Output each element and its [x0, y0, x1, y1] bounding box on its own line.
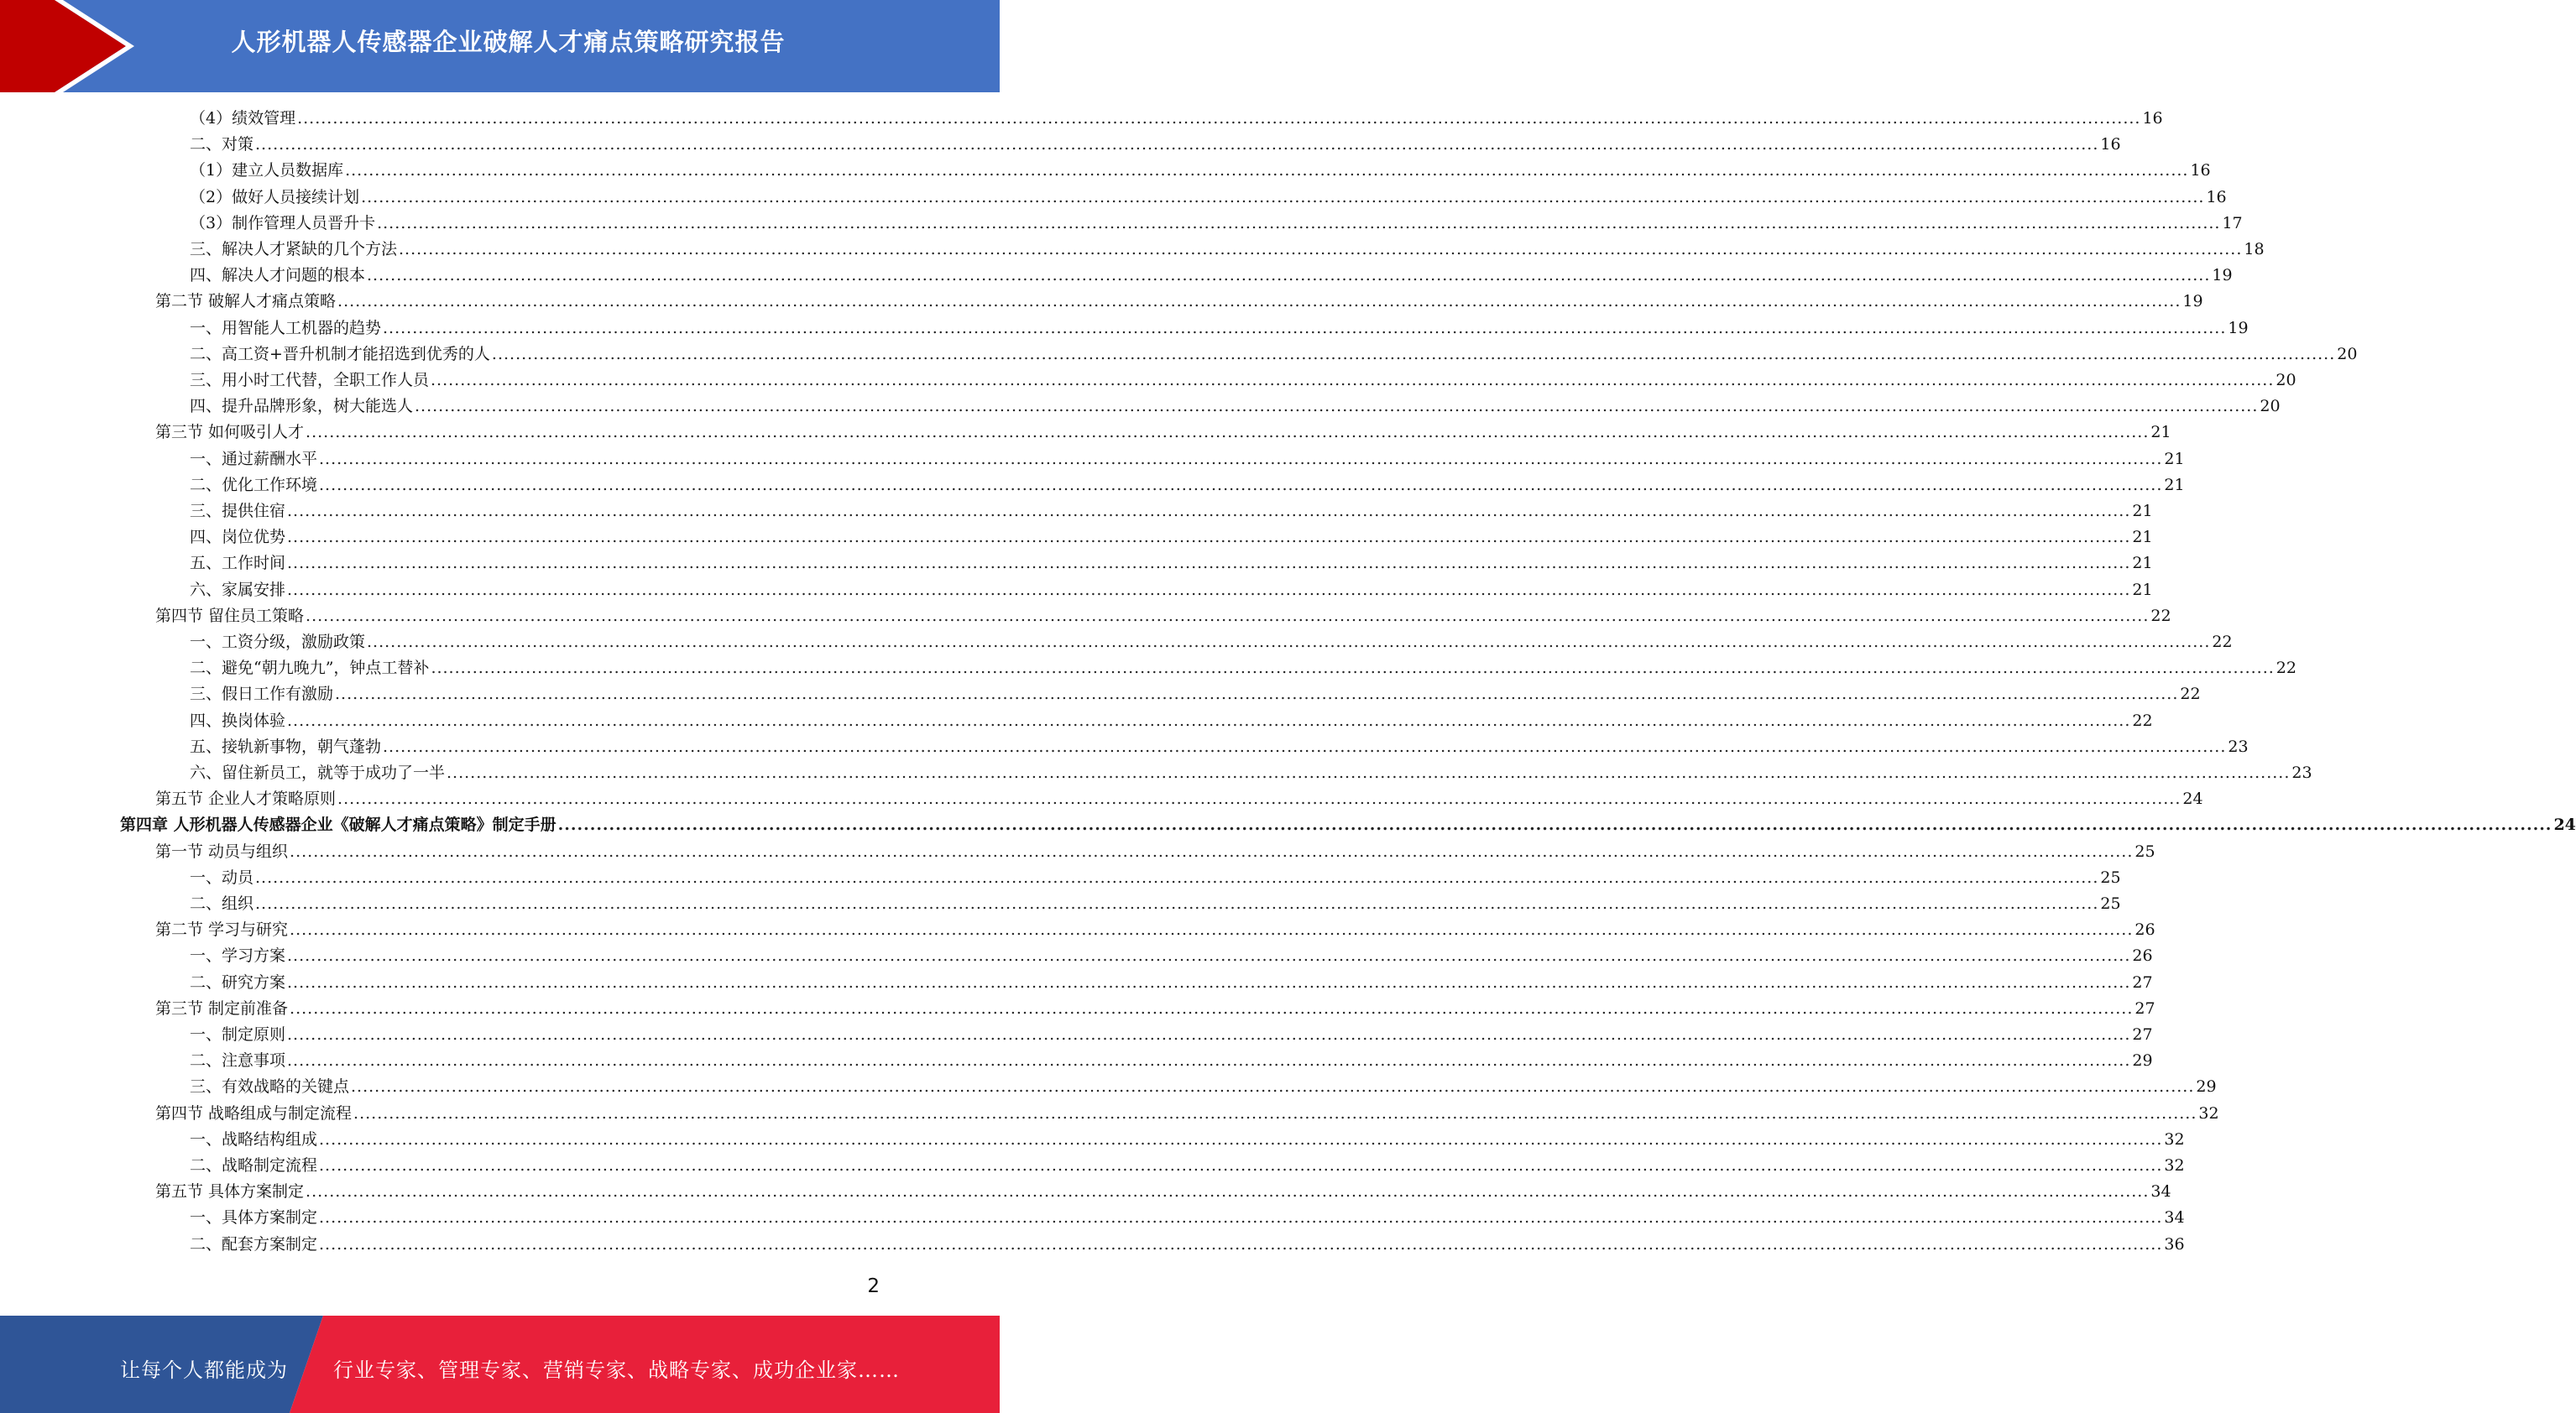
toc-entry[interactable]: [0, 943, 2153, 969]
toc-entry[interactable]: [0, 1179, 2171, 1205]
toc-entry-label: 第二节 学习与研究: [155, 920, 289, 940]
toc-leader-dots: [335, 685, 2178, 703]
toc-leader-dots: [297, 109, 2140, 128]
toc-entry[interactable]: [0, 158, 2211, 184]
toc-entry-page: 16: [2100, 135, 2121, 154]
toc-entry[interactable]: [0, 132, 2121, 158]
toc-entry-page: 22: [2132, 711, 2153, 730]
toc-entry-page: 27: [2132, 972, 2153, 992]
toc-leader-dots: [377, 214, 2220, 232]
report-title: 人形机器人传感器企业破解人才痛点策略研究报告: [231, 28, 786, 56]
toc-entry-page: 25: [2134, 842, 2155, 861]
toc-leader-dots: [383, 319, 2226, 337]
toc-entry-label: 三、解决人才紧缺的几个方法: [190, 240, 398, 258]
toc-entry[interactable]: [0, 734, 2249, 760]
toc-entry-page: 20: [2337, 344, 2358, 363]
toc-entry-page: 27: [2134, 998, 2155, 1018]
toc-leader-dots: [447, 764, 2290, 782]
toc-entry[interactable]: [0, 917, 2155, 943]
toc-leader-dots: [431, 371, 2274, 389]
toc-entry-page: 26: [2132, 946, 2153, 966]
toc-entry-page: 18: [2244, 240, 2265, 258]
toc-leader-dots: [255, 135, 2098, 154]
toc-entry-page: 21: [2164, 475, 2185, 494]
toc-leader-dots: [319, 1208, 2162, 1227]
page-footer: [0, 1316, 1000, 1413]
toc-entry-label: 二、研究方案: [190, 972, 286, 992]
toc-entry-page: 32: [2164, 1156, 2185, 1175]
toc-leader-dots: [290, 920, 2133, 939]
toc-entry-page: 22: [2150, 606, 2171, 625]
toc-leader-dots: [287, 502, 2130, 520]
toc-entry-page: 16: [2142, 109, 2163, 128]
toc-entry-label: 二、注意事项: [190, 1051, 286, 1071]
toc-entry-page: 17: [2222, 213, 2243, 232]
toc-leader-dots: [319, 1156, 2162, 1175]
toc-entry-label: 一、动员: [190, 868, 254, 887]
toc-leader-dots: [306, 607, 2149, 625]
toc-leader-dots: [287, 1025, 2130, 1044]
toc-entry[interactable]: [0, 1153, 2185, 1179]
toc-entry[interactable]: [0, 708, 2153, 734]
toc-entry[interactable]: [0, 970, 2153, 996]
toc-leader-dots: [337, 292, 2181, 310]
toc-entry[interactable]: [0, 1232, 2185, 1258]
toc-entry-label: 一、工资分级，激励政策: [190, 633, 366, 651]
toc-entry[interactable]: [0, 996, 2155, 1022]
toc-entry-page: 22: [2180, 685, 2201, 704]
toc-entry[interactable]: [0, 839, 2155, 865]
toc-entry-page: 23: [2228, 737, 2249, 756]
toc-leader-dots: [345, 161, 2188, 180]
toc-entry[interactable]: [0, 394, 2281, 420]
toc-leader-dots: [367, 266, 2210, 284]
toc-entry[interactable]: [0, 812, 2576, 838]
toc-entry-label: 五、接轨新事物，朝气蓬勃: [190, 737, 382, 756]
toc-entry[interactable]: [0, 550, 2153, 576]
toc-leader-dots: [255, 894, 2098, 913]
toc-leader-dots: [319, 1235, 2162, 1254]
toc-entry[interactable]: [0, 315, 2249, 342]
toc-entry-page: 29: [2196, 1077, 2217, 1097]
toc-entry[interactable]: [0, 342, 2358, 368]
toc-entry-page: 34: [2164, 1208, 2185, 1228]
toc-entry-page: 19: [2182, 292, 2203, 311]
toc-entry-label: 二、组织: [190, 894, 254, 913]
toc-entry-label: 第三节 制定前准备: [155, 998, 289, 1018]
toc-leader-dots: [287, 1051, 2130, 1070]
toc-leader-dots: [353, 1104, 2197, 1123]
toc-entry[interactable]: [0, 786, 2203, 812]
toc-entry-label: 二、优化工作环境: [190, 475, 318, 494]
toc-entry-label: （2）做好人员接续计划: [190, 187, 360, 206]
toc-leader-dots: [337, 790, 2181, 808]
toc-entry-label: 三、提供住宿: [190, 502, 286, 520]
toc-entry-label: 三、用小时工代替，全职工作人员: [190, 371, 430, 389]
toc-entry-label: 第四节 战略组成与制定流程: [155, 1103, 353, 1123]
toc-entry-label: 一、战略结构组成: [190, 1129, 318, 1149]
toc-entry-label: 第二节 破解人才痛点策略: [155, 292, 337, 311]
toc-entry-label: 一、通过薪酬水平: [190, 449, 318, 468]
toc-entry-page: 16: [2206, 187, 2227, 206]
toc-entry[interactable]: [0, 891, 2121, 917]
page-number: 2: [867, 1275, 880, 1297]
toc-entry-label: 第一节 动员与组织: [155, 842, 289, 861]
page-header: [0, 0, 1000, 92]
toc-leader-dots: [287, 946, 2130, 965]
toc-leader-dots: [287, 581, 2130, 599]
toc-entry-label: 一、用智能人工机器的趋势: [190, 318, 382, 337]
toc-leader-dots: [431, 659, 2274, 677]
toc-entry-page: 32: [2164, 1129, 2185, 1149]
toc-entry[interactable]: [0, 446, 2185, 472]
toc-leader-dots: [492, 345, 2335, 363]
toc-leader-dots: [287, 973, 2130, 992]
toc-leader-dots: [287, 712, 2130, 730]
toc-entry[interactable]: [0, 211, 2243, 237]
toc-entry[interactable]: [0, 289, 2203, 315]
toc-leader-dots: [319, 476, 2162, 494]
toc-entry-label: 第三节 如何吸引人才: [155, 423, 305, 442]
toc-leader-dots: [361, 188, 2204, 206]
toc-entry-label: 第五节 具体方案制定: [155, 1182, 305, 1202]
toc-entry-page: 21: [2132, 554, 2153, 573]
toc-leader-dots: [351, 1077, 2194, 1096]
toc-entry[interactable]: [0, 1074, 2217, 1100]
toc-leader-dots: [290, 842, 2133, 861]
toc-entry[interactable]: [0, 1101, 2219, 1127]
toc-entry-page: 32: [2198, 1103, 2219, 1123]
toc-entry[interactable]: [0, 1048, 2153, 1074]
toc-entry-label: 第四章 人形机器人传感器企业《破解人才痛点策略》制定手册: [120, 816, 556, 835]
toc-entry-page: 19: [2212, 266, 2233, 285]
toc-entry-label: 四、解决人才问题的根本: [190, 266, 366, 285]
toc-entry[interactable]: [0, 368, 2296, 394]
toc-entry[interactable]: [0, 498, 2153, 524]
toc-entry-page: 23: [2291, 764, 2312, 782]
toc-entry-label: （4）绩效管理: [190, 109, 296, 128]
toc-entry[interactable]: [0, 263, 2233, 289]
toc-entry-label: 二、高工资+晋升机制才能招选到优秀的人: [190, 344, 490, 363]
toc-entry[interactable]: [0, 760, 2312, 786]
toc-entry-label: 一、学习方案: [190, 946, 286, 966]
toc-entry-page: 20: [2276, 371, 2296, 389]
toc-entry[interactable]: [0, 1127, 2185, 1153]
toc-entry[interactable]: [0, 1205, 2185, 1231]
toc-entry[interactable]: [0, 603, 2171, 629]
toc-leader-dots: [415, 397, 2258, 415]
toc-entry-label: 六、留住新员工，就等于成功了一半: [190, 764, 446, 782]
toc-entry[interactable]: [0, 629, 2233, 655]
toc-leader-dots: [287, 528, 2130, 546]
toc-leader-dots: [306, 1182, 2149, 1201]
toc-entry-page: 21: [2132, 528, 2153, 547]
toc-entry-label: 五、工作时间: [190, 554, 286, 573]
toc-entry[interactable]: [0, 472, 2185, 498]
toc-entry[interactable]: [0, 577, 2153, 603]
toc-entry-label: 三、有效战略的关键点: [190, 1077, 350, 1097]
toc-leader-dots: [287, 554, 2130, 572]
toc-leader-dots: [558, 816, 2552, 834]
toc-entry-page: 24: [2182, 790, 2203, 809]
toc-entry-page: 24: [2553, 816, 2576, 835]
toc-entry-page: 21: [2132, 580, 2153, 599]
toc-entry-label: 一、制定原则: [190, 1025, 286, 1044]
toc-entry-label: 一、具体方案制定: [190, 1208, 318, 1228]
footer-slogan-left: 让每个人都能成为: [120, 1358, 288, 1382]
toc-entry-label: 二、战略制定流程: [190, 1156, 318, 1175]
toc-entry-label: 第五节 企业人才策略原则: [155, 790, 337, 809]
toc-entry-label: 二、避免“朝九晚九”，钟点工替补: [190, 659, 430, 678]
toc-entry-page: 20: [2260, 397, 2281, 416]
toc-entry-label: 四、提升品牌形象，树大能选人: [190, 397, 414, 416]
toc-entry-page: 22: [2212, 633, 2233, 651]
toc-leader-dots: [290, 999, 2133, 1018]
toc-entry[interactable]: [0, 681, 2201, 707]
toc-entry[interactable]: [0, 237, 2265, 263]
toc-leader-dots: [255, 868, 2098, 887]
toc-entry[interactable]: [0, 420, 2171, 446]
toc-entry-label: 第四节 留住员工策略: [155, 606, 305, 625]
toc-entry-page: 29: [2132, 1051, 2153, 1071]
toc-entry[interactable]: [0, 865, 2121, 891]
toc-entry-label: （1）建立人员数据库: [190, 161, 344, 180]
toc-entry[interactable]: [0, 106, 2163, 132]
toc-leader-dots: [319, 1130, 2162, 1149]
toc-entry-page: 19: [2228, 318, 2249, 337]
toc-entry-page: 26: [2134, 920, 2155, 940]
toc-leader-dots: [383, 738, 2226, 756]
toc-entry-page: 25: [2100, 894, 2121, 913]
toc-leader-dots: [306, 423, 2149, 441]
toc-entry-page: 21: [2164, 449, 2185, 468]
toc-entry-label: 三、假日工作有激励: [190, 685, 334, 704]
toc-entry[interactable]: [0, 524, 2153, 550]
toc-entry[interactable]: [0, 1022, 2153, 1048]
footer-slogan-right: 行业专家、管理专家、营销专家、战略专家、成功企业家……: [333, 1358, 900, 1382]
toc-entry-page: 27: [2132, 1025, 2153, 1044]
toc-entry-label: 六、家属安排: [190, 580, 286, 599]
toc-entry-page: 25: [2100, 868, 2121, 887]
toc-entry[interactable]: [0, 185, 2227, 211]
toc-entry-label: （3）制作管理人员晋升卡: [190, 213, 376, 232]
toc-entry-page: 21: [2132, 502, 2153, 520]
toc-entry-page: 36: [2164, 1234, 2185, 1254]
toc-leader-dots: [367, 633, 2210, 651]
toc-entry-label: 四、岗位优势: [190, 528, 286, 547]
toc-leader-dots: [399, 240, 2242, 258]
toc-entry-page: 22: [2276, 659, 2296, 678]
toc-entry-page: 21: [2150, 423, 2171, 442]
toc-entry[interactable]: [0, 655, 2296, 681]
toc-entry-page: 34: [2150, 1182, 2171, 1202]
toc-entry-page: 16: [2190, 161, 2211, 180]
toc-entry-label: 二、配套方案制定: [190, 1234, 318, 1254]
toc-entry-label: 二、对策: [190, 135, 254, 154]
toc-leader-dots: [319, 450, 2162, 468]
toc-entry-label: 四、换岗体验: [190, 711, 286, 730]
